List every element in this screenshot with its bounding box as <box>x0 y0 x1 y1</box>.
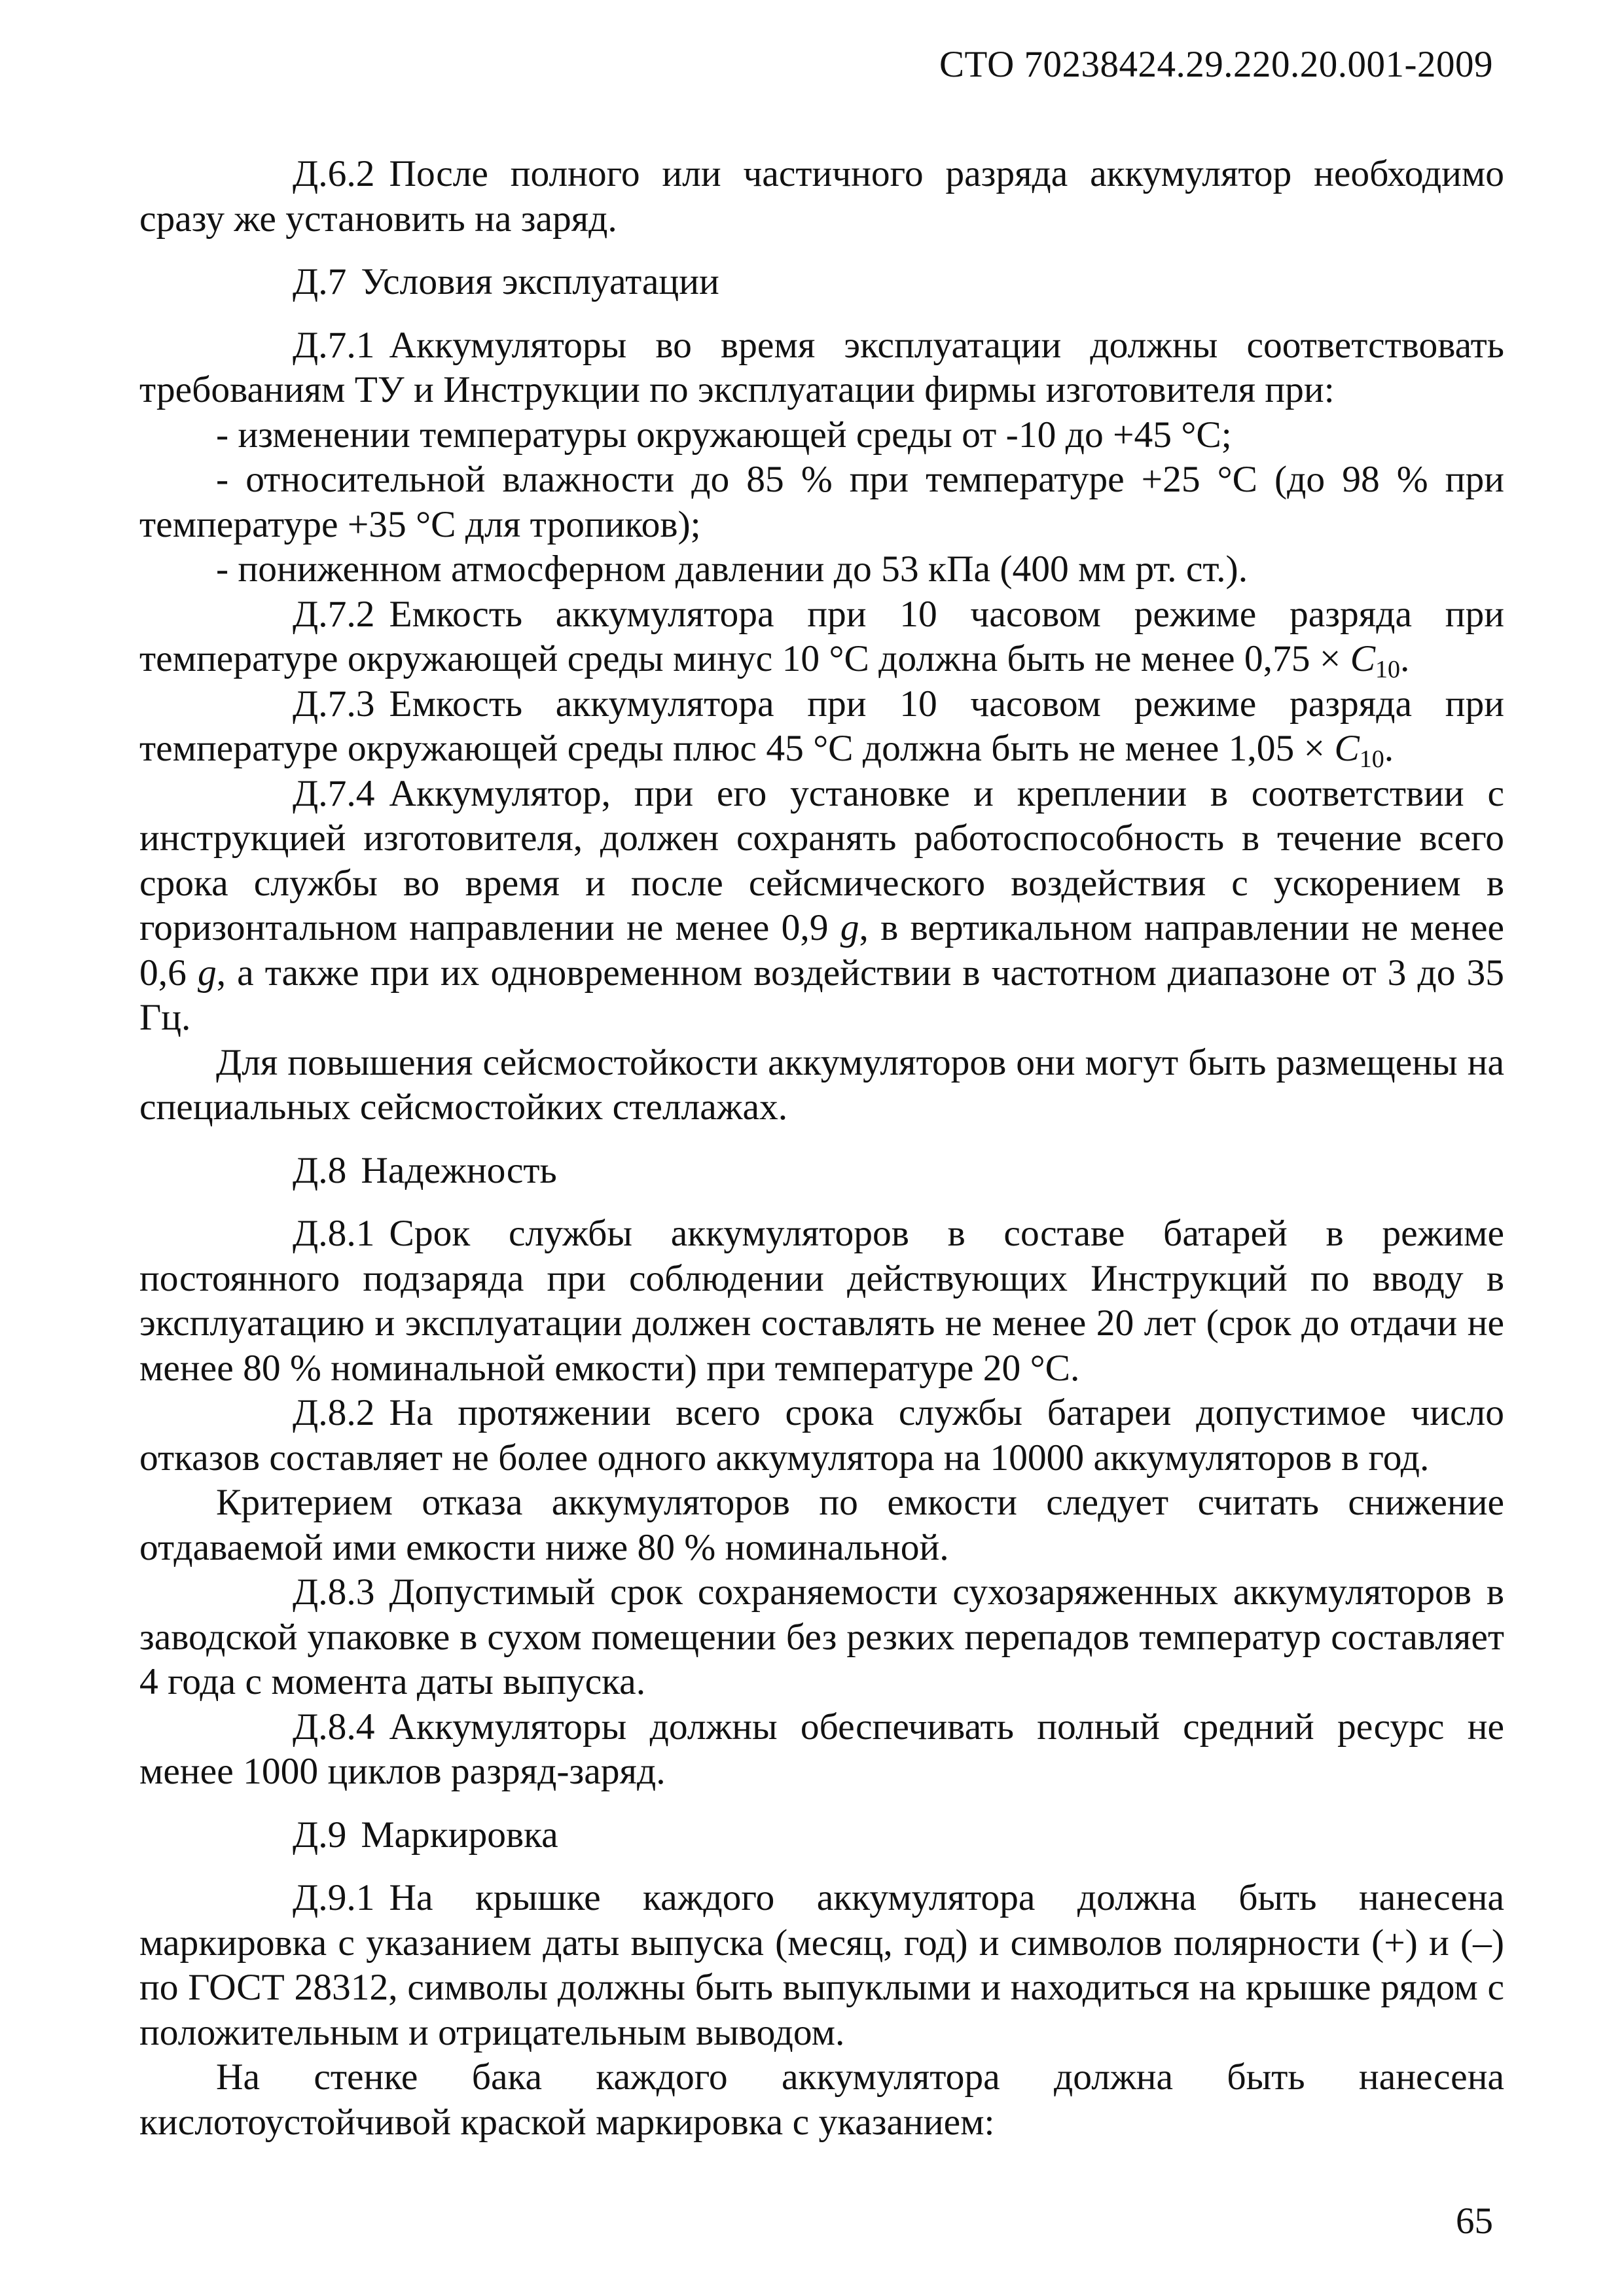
section-number: Д.7 <box>293 261 347 302</box>
paragraph-tank-marking: На стенке бака каждого аккумулятора должна быть нанесена кислотоустойчивой краской маркировка с указанием: <box>139 2056 1504 2143</box>
section-title: Условия эксплуатации <box>361 261 719 302</box>
clause-number: Д.8.2 <box>293 1392 375 1433</box>
clause-number: Д.8.3 <box>293 1571 375 1613</box>
clause-text-part-c: , а также при их одновременном воздействии в частотном диапазоне от 3 до 35 Гц. <box>139 952 1505 1038</box>
clause-d-6-2 <box>139 152 1504 242</box>
clause-d-7-3 <box>139 682 1504 772</box>
document-body <box>139 152 1504 2145</box>
clause-end: . <box>1384 728 1394 769</box>
list-item-pressure: - пониженном атмосферном давлении до 53 кПа (400 мм рт. ст.). <box>216 548 1248 590</box>
capacity-subscript: 10 <box>1359 745 1384 773</box>
clause-d-7-2 <box>139 592 1504 682</box>
clause-number: Д.8.4 <box>293 1706 375 1748</box>
clause-number: Д.9.1 <box>293 1877 375 1918</box>
capacity-symbol: C <box>1350 638 1376 679</box>
clause-end: . <box>1400 638 1410 679</box>
section-heading-d-8 <box>139 1149 1504 1194</box>
clause-text: Аккумуляторы во время эксплуатации должны соответствовать требованиям ТУ и Инструкции по эксплуатации фирмы изготовителя при: <box>139 324 1504 410</box>
list-item-temperature: - изменении температуры окружающей среды от -10 до +45 °С; <box>216 414 1232 456</box>
clause-number: Д.7.4 <box>293 772 375 814</box>
capacity-symbol: C <box>1334 728 1360 769</box>
clause-number: Д.6.2 <box>293 153 375 194</box>
clause-text-part-b: , в вертикальном направлении не менее 0,6 <box>139 907 1505 994</box>
clause-text: На протяжении всего срока службы батареи допустимое число отказов составляет не более одного аккумулятора на 10000 аккумуляторов в год. <box>139 1392 1504 1479</box>
paragraph-seismic-racks: Для повышения сейсмостойкости аккумуляторов они могут быть размещены на специальных сейсмостойких стеллажах. <box>139 1041 1504 1128</box>
clause-d-7-4 <box>139 772 1504 1041</box>
clause-d-8-4 <box>139 1705 1504 1795</box>
list-item-humidity: - относительной влажности до 85 % при температуре +25 °С (до 98 % при температуре +35 °С для тропиков); <box>139 459 1504 545</box>
capacity-subscript: 10 <box>1375 656 1401 683</box>
section-heading-d-9 <box>139 1813 1504 1858</box>
clause-number: Д.7.3 <box>293 683 375 725</box>
gravity-symbol: g <box>840 907 859 948</box>
clause-d-8-3 <box>139 1570 1504 1705</box>
clause-text: После полного или частичного разряда аккумулятор необходимо сразу же установить на заряд. <box>139 153 1504 240</box>
clause-text: Емкость аккумулятора при 10 часовом режиме разряда при температуре окружающей среды плюс 45 °С должна быть не менее 1,05 × <box>139 683 1504 769</box>
section-title: Маркировка <box>361 1814 558 1856</box>
section-number: Д.8 <box>293 1149 347 1191</box>
clause-d-8-2 <box>139 1391 1504 1480</box>
section-heading-d-7 <box>139 260 1504 305</box>
clause-number: Д.7.1 <box>293 324 375 366</box>
gravity-symbol: g <box>197 952 217 994</box>
section-number: Д.9 <box>293 1814 347 1856</box>
clause-d-7-1 <box>139 323 1504 413</box>
clause-number: Д.8.1 <box>293 1213 375 1254</box>
clause-text: Допустимый срок сохраняемости сухозаряженных аккумуляторов в заводской упаковке в сухом помещении без резких перепадов температур составляет 4 года с момента даты выпуска. <box>139 1571 1504 1702</box>
clause-text: На крышке каждого аккумулятора должна быть нанесена маркировка с указанием даты выпуска (месяц, год) и символов полярности (+) и (–) по ГОСТ 28312, символы должны быть выпуклыми и находиться на крышке рядом с положительным и отрицательным выводом. <box>139 1877 1504 2053</box>
clause-text: Срок службы аккумуляторов в составе батарей в режиме постоянного подзаряда при соблюдении действующих Инструкций по вводу в эксплуатацию и эксплуатации должен составлять не менее 20 лет (срок до отдачи не менее 80 % номинальной емкости) при температуре 20 °С. <box>139 1213 1504 1389</box>
page-number: 65 <box>1456 2200 1493 2242</box>
clause-text-part-a: Аккумулятор, при его установке и креплении в соответствии с инструкцией изготовителя, должен сохранять работоспособность в течение всего срока службы во время и после сейсмического воздействия с ускорением в горизонтальном направлении не менее 0,9 <box>139 772 1504 948</box>
clause-d-9-1 <box>139 1876 1504 2055</box>
paragraph-failure-criterion: Критерием отказа аккумуляторов по емкости следует считать снижение отдаваемой ими емкости ниже 80 % номинальной. <box>139 1482 1504 1568</box>
clause-text: Аккумуляторы должны обеспечивать полный средний ресурс не менее 1000 циклов разряд-заряд. <box>139 1706 1504 1792</box>
document-code-header: СТО 70238424.29.220.20.001-2009 <box>939 44 1493 85</box>
clause-number: Д.7.2 <box>293 593 375 635</box>
section-title: Надежность <box>361 1149 557 1191</box>
clause-text: Емкость аккумулятора при 10 часовом режиме разряда при температуре окружающей среды минус 10 °С должна быть не менее 0,75 × <box>139 593 1504 679</box>
clause-d-8-1 <box>139 1211 1504 1391</box>
